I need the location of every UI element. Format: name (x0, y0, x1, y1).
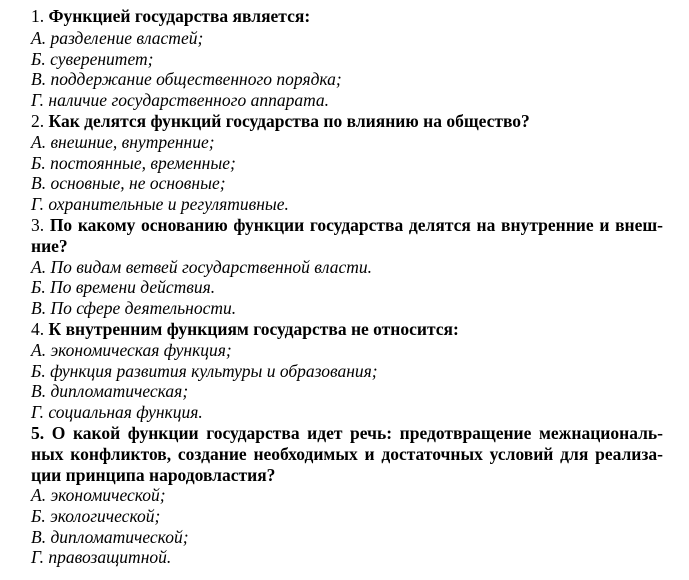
question-number: 5. (31, 423, 45, 443)
question-number: 3. (31, 215, 45, 235)
answer-option: А. экономическая функция; (31, 340, 232, 360)
question-text-line: ции принципа народовластия? (31, 465, 276, 485)
answer-option: В. По сфере деятельности. (31, 298, 237, 318)
answer-option: Б. функция развития культуры и образования; (31, 361, 378, 381)
question-text-line: ных конфликтов, создание необходимых и достаточных условий для реализа- (31, 444, 663, 464)
answer-option: А. экономической; (31, 485, 166, 505)
question-5 (31, 423, 663, 443)
question-3-continuation (31, 236, 68, 256)
answer-option: А. По видам ветвей государственной власти. (31, 257, 372, 277)
answer-option: Г. охранительные и регулятивные. (31, 194, 289, 214)
question-1 (31, 6, 310, 26)
question-text-line: По какому основанию функции государства делятся на внутренние и внеш- (49, 215, 664, 235)
answer-option: Б. экологической; (31, 506, 161, 526)
answer-option: Г. правозащитной. (31, 547, 172, 567)
question-text: Функцией государства является: (48, 6, 311, 26)
question-text-line: О какой функции государства идет речь: предотвращение межнациональ- (51, 423, 664, 443)
question-text-line: ние? (31, 236, 68, 256)
answer-option: В. дипломатической; (31, 527, 189, 547)
question-3 (31, 215, 663, 235)
answer-option: В. дипломатическая; (31, 381, 189, 401)
answer-option: А. внешние, внутренние; (31, 132, 215, 152)
question-number: 1. (31, 6, 45, 26)
question-number: 2. (31, 111, 45, 131)
question-number: 4. (31, 319, 45, 339)
answer-option: В. основные, не основные; (31, 173, 226, 193)
question-2 (31, 111, 530, 131)
answer-option: Б. суверенитет; (31, 49, 154, 69)
answer-option: Г. социальная функция. (31, 402, 203, 422)
question-4 (31, 319, 459, 339)
answer-option: Г. наличие государственного аппарата. (31, 90, 330, 110)
question-5-continuation (31, 465, 275, 485)
answer-option: Б. По времени действия. (31, 277, 216, 297)
answer-option: В. поддержание общественного порядка; (31, 69, 342, 89)
answer-option: А. разделение властей; (31, 28, 204, 48)
question-5-continuation (31, 444, 663, 464)
answer-option: Б. постоянные, временные; (31, 153, 236, 173)
question-text: Как делятся функций государства по влиянию на общество? (48, 111, 530, 131)
question-text: К внутренним функциям государства не относится: (48, 319, 459, 339)
